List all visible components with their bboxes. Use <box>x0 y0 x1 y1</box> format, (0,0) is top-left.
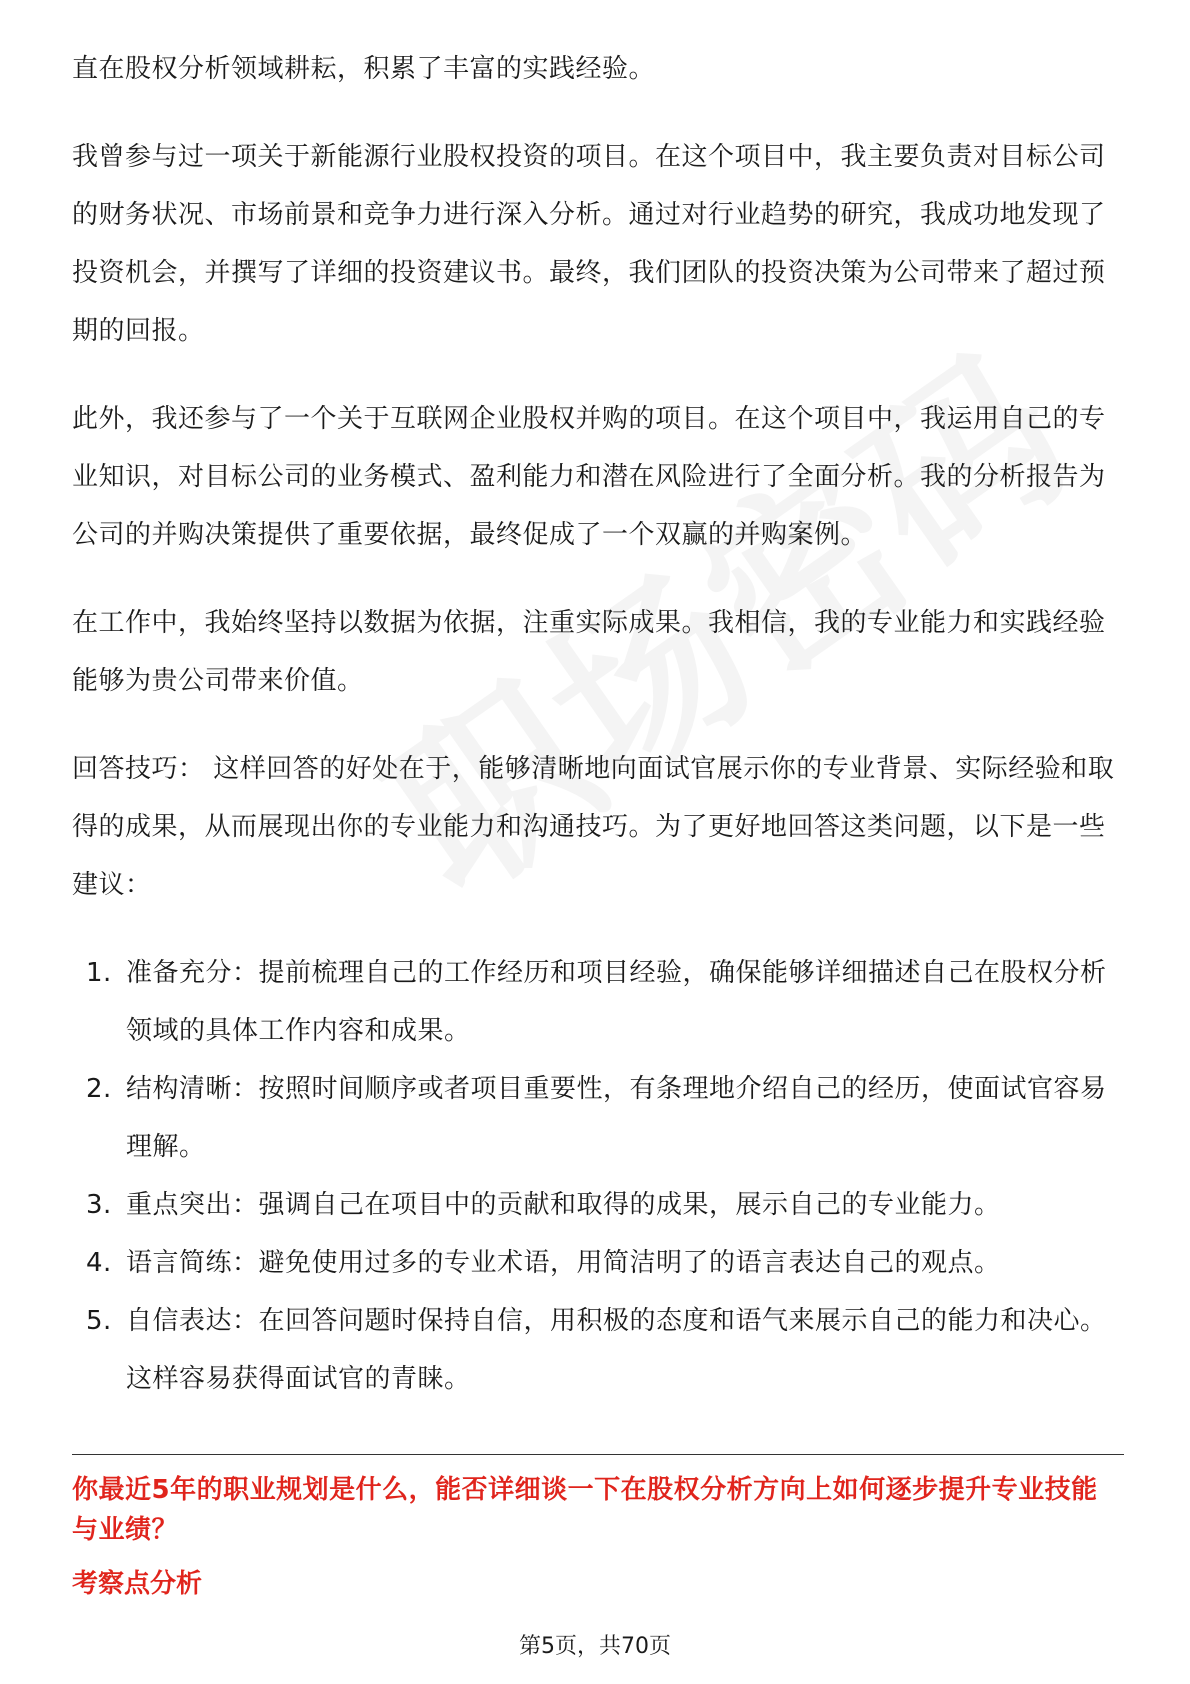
list-item-number: 3. <box>86 1190 112 1220</box>
list-item-text: 自信表达：在回答问题时保持自信，用积极的态度和语气来展示自己的能力和决心。这样容易获得面试官的青睐。 <box>126 1306 1107 1394</box>
list-item-number: 4. <box>86 1248 112 1278</box>
document-body <box>72 40 1124 1408</box>
list-item <box>72 1060 1124 1176</box>
section-divider <box>72 1454 1124 1455</box>
list-item-text: 准备充分：提前梳理自己的工作经历和项目经验，确保能够详细描述自己在股权分析领域的具体工作内容和成果。 <box>126 958 1107 1046</box>
tips-list <box>72 944 1124 1408</box>
list-item-text: 结构清晰：按照时间顺序或者项目重要性，有条理地介绍自己的经历，使面试官容易理解。 <box>126 1074 1107 1162</box>
list-item-number: 2. <box>86 1074 112 1104</box>
list-item-text: 重点突出：强调自己在项目中的贡献和取得的成果，展示自己的专业能力。 <box>126 1190 1001 1220</box>
list-item <box>72 1176 1124 1234</box>
page-number: 第5页，共70页 <box>519 1634 671 1659</box>
interview-question: 你最近5年的职业规划是什么，能否详细谈一下在股权分析方向上如何逐步提升专业技能与业绩？ <box>72 1475 1098 1545</box>
paragraph-project-internet-ma: 此外，我还参与了一个关于互联网企业股权并购的项目。在这个项目中，我运用自己的专业知识，对目标公司的业务模式、盈利能力和潜在风险进行了全面分析。我的分析报告为公司的并购决策提供了重要依据，最终促成了一个双赢的并购案例。 <box>72 404 1106 550</box>
paragraph-answer-tips: 回答技巧： 这样回答的好处在于，能够清晰地向面试官展示你的专业背景、实际经验和取得的成果，从而展现出你的专业能力和沟通技巧。为了更好地回答这类问题，以下是一些建议： <box>72 754 1115 900</box>
list-item-number: 1. <box>86 958 112 988</box>
list-item <box>72 944 1124 1060</box>
section-heading: 考察点分析 <box>72 1569 203 1599</box>
paragraph-work-attitude: 在工作中，我始终坚持以数据为依据，注重实际成果。我相信，我的专业能力和实践经验能够为贵公司带来价值。 <box>72 608 1106 696</box>
paragraph-intro-continuation: 直在股权分析领域耕耘，积累了丰富的实践经验。 <box>72 54 656 84</box>
list-item <box>72 1292 1124 1408</box>
list-item <box>72 1234 1124 1292</box>
list-item-number: 5. <box>86 1306 112 1336</box>
paragraph-project-new-energy: 我曾参与过一项关于新能源行业股权投资的项目。在这个项目中，我主要负责对目标公司的财务状况、市场前景和竞争力进行深入分析。通过对行业趋势的研究，我成功地发现了投资机会，并撰写了详细的投资建议书。最终，我们团队的投资决策为公司带来了超过预期的回报。 <box>72 142 1106 346</box>
list-item-text: 语言简练：避免使用过多的专业术语，用简洁明了的语言表达自己的观点。 <box>126 1248 1001 1278</box>
